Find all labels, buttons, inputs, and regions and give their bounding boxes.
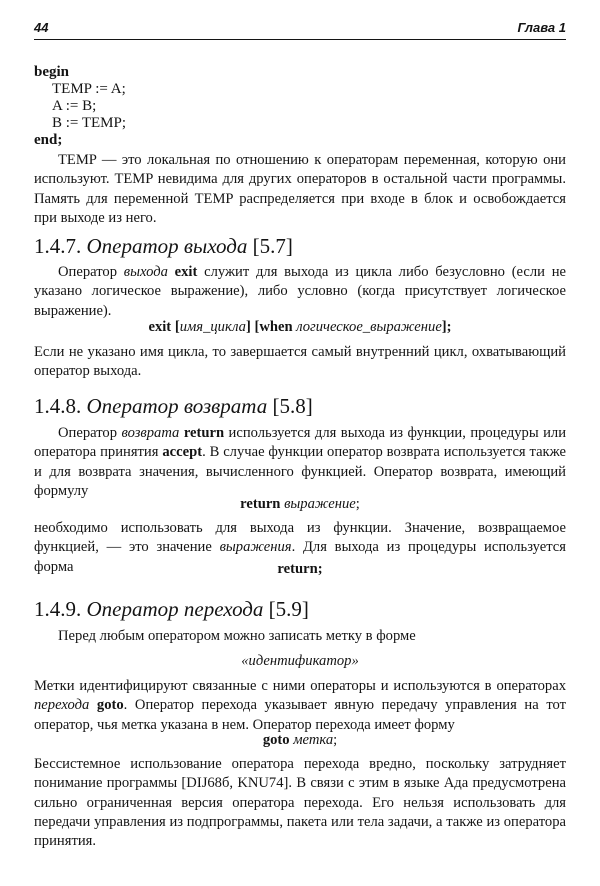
paragraph: Бессистемное использование оператора перехода вредно, поскольку затрудняет понимание программы [DIJ68б, KNU74]. В связи с этим в языке Ада предусмотрена сильно ограниченная версия оператора перехода. Его нельзя использовать для передачи управления из подпрограммы, пакета или тела задачи, а также из оператора принятия. xyxy=(34,756,566,850)
section-heading-1-4-8 xyxy=(34,394,313,418)
paragraph xyxy=(34,263,566,321)
section-ref: [5.8] xyxy=(272,394,313,418)
text: ; xyxy=(355,496,360,512)
syntax-formula xyxy=(34,495,566,514)
code-line: A := B; xyxy=(52,98,97,114)
syntax-formula xyxy=(34,318,566,337)
section-title: Оператор выхода xyxy=(86,234,248,258)
section-heading-1-4-7 xyxy=(34,234,293,258)
keyword: exit xyxy=(174,264,198,280)
chapter-title: Глава 1 xyxy=(517,20,566,35)
section-ref: [5.7] xyxy=(252,234,293,258)
paragraph xyxy=(34,677,566,735)
syntax-formula: «идентификатор» xyxy=(241,653,359,669)
text xyxy=(89,697,97,713)
text xyxy=(168,264,175,280)
text: служит для выхода из цикла либо безусловно (если не указано логическое выражение), либо условно (когда присутствует логическое выражение). xyxy=(34,264,567,319)
header-rule xyxy=(34,39,566,40)
section-ref: [5.9] xyxy=(268,597,309,621)
term: имя_цикла xyxy=(179,319,246,335)
bracket: [ xyxy=(171,319,180,335)
paragraph: Если не указано имя цикла, то завершается самый внутренний цикл, охватывающий оператор выхода. xyxy=(34,344,566,380)
syntax-formula xyxy=(34,731,566,750)
code-end: end; xyxy=(34,132,63,148)
text: ; xyxy=(333,732,338,748)
bracket: ]; xyxy=(441,319,452,335)
page-number: 44 xyxy=(34,20,49,35)
keyword: return xyxy=(240,496,281,512)
term: выхода xyxy=(123,264,168,280)
keyword: goto xyxy=(262,732,290,748)
code-line: TEMP := A; xyxy=(52,81,126,97)
text: . Оператор перехода указывает явную передачу управления на тот оператор, чья метка указана в нем. Оператор перехода имеет форму xyxy=(34,697,566,733)
text: . В случае функции оператор возврата используется также и для возврата значения, вычисленного функцией. Оператор возврата, имеющий формулу xyxy=(34,444,567,499)
code-begin: begin xyxy=(34,64,70,80)
text: ; xyxy=(317,561,323,577)
bracket: ] [ xyxy=(245,319,260,335)
section-title: Оператор возврата xyxy=(86,394,268,418)
section-number: 1.4.9. xyxy=(34,597,82,621)
keyword: when xyxy=(259,319,293,335)
section-title: Оператор перехода xyxy=(86,597,264,621)
keyword: return xyxy=(183,425,225,441)
text: необходимо использовать для выхода из функции. Значение, возвращаемое функцией, — это значение xyxy=(34,520,566,556)
term: логическое_выражение xyxy=(292,319,442,335)
paragraph: Перед любым оператором можно записать метку в форме xyxy=(58,628,416,644)
keyword: goto xyxy=(96,697,124,714)
term: выражения xyxy=(219,539,292,556)
term: метка xyxy=(289,732,334,748)
term: возврата xyxy=(121,425,180,441)
code-block xyxy=(34,64,126,149)
text: Оператор xyxy=(58,264,124,280)
code-line: B := TEMP; xyxy=(52,115,127,131)
keyword: accept xyxy=(162,444,203,461)
text: Оператор xyxy=(58,425,122,441)
syntax-formula xyxy=(34,560,566,579)
paragraph xyxy=(34,424,566,501)
section-number: 1.4.7. xyxy=(34,234,82,258)
paragraph: TEMP — это локальная по отношению к операторам переменная, которую они используют. TEMP невидима для других операторов в остальной части программы. Память для переменной TEMP распределяется при входе в блок и освобождается при выходе из него. xyxy=(34,152,566,226)
page-header xyxy=(34,20,566,40)
keyword: return xyxy=(277,561,318,577)
term: выражение xyxy=(280,496,356,512)
keyword: exit xyxy=(148,319,172,335)
text: Метки идентифицируют связанные с ними операторы и используются в операторах xyxy=(34,678,566,694)
section-heading-1-4-9 xyxy=(34,597,309,621)
text: используется для выхода из функции, процедуры или оператора принятия xyxy=(34,425,567,461)
section-number: 1.4.8. xyxy=(34,394,82,418)
text: . Для выхода из процедуры используется форма xyxy=(34,539,566,575)
term: перехода xyxy=(34,697,90,714)
